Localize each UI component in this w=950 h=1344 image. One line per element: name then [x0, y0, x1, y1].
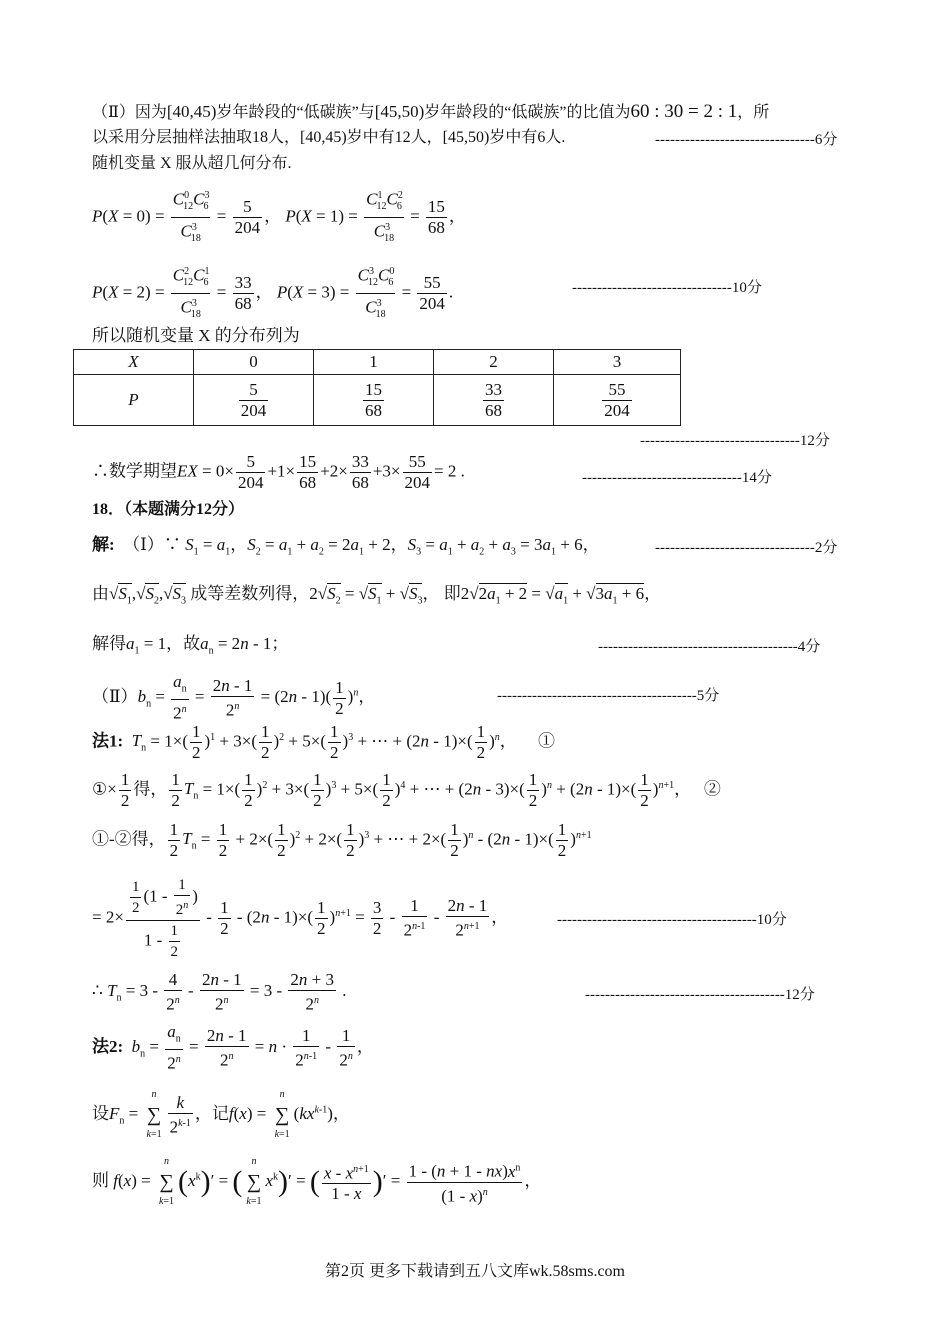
circle-label: ①: [538, 731, 556, 751]
numerator: 55: [602, 380, 632, 401]
text: ，所: [737, 104, 770, 121]
score-4: ----------------------------------------4分: [598, 639, 821, 655]
table-cell: [434, 375, 554, 426]
q18-then: 则 f(x) = n ∑ k=1 $(x^k)'$ = ( n ∑ k=1 $x^k)'$ = ( $\frac{x - x^{n+1}}{1 - x}$ )′ = $\frac{1 - (n + 1 - nx)x^n}{(1 - x)^n}$ ，: [92, 1156, 542, 1207]
q18-method2: 法2: $b_n$ = $\frac{a_n}{2^n}$ = $\frac{2n - 1}{2^n}$ = n · $\frac{1}{2^{n-1}}$ - $\frac{1}{2^n}$ ，: [92, 1022, 374, 1074]
denominator: 68: [485, 400, 502, 420]
numerator: 5: [239, 380, 269, 401]
denominator: 204: [240, 400, 267, 420]
score-5: ----------------------------------------5分: [497, 688, 720, 704]
text: 成等差数列得，: [190, 584, 310, 603]
q18-let: 设$F_n$ = n ∑ k=1 $\frac{k}{2^{k-1}}$ ，记f(x) = n ∑ k=1 $(kx^{k-1})$，: [92, 1089, 350, 1140]
score-12: --------------------------------12分: [640, 433, 830, 449]
page-footer: 第2页 更多下载请到五八文库wk.58sms.com: [324, 1263, 625, 1280]
table-row: [74, 350, 681, 375]
score-6: --------------------------------6分: [655, 132, 838, 148]
q18-header: 18．（本题满分12分）: [92, 501, 245, 518]
expectation-line: ∴数学期望EX = 0× $\frac{5}{204}$ +1× $\frac{15}{68}$ +2× $\frac{33}{68}$ +3× $\frac{55}{204}$ = 2 .: [92, 452, 465, 492]
text: 以采用分层抽样法抽取18人，[40,45)岁中有12人，[45,50)岁中有6人.: [92, 129, 566, 146]
range: [45,50): [374, 102, 425, 121]
text: 解得: [92, 634, 126, 653]
circle-label: ①: [92, 779, 108, 799]
solution-label: 解:: [92, 535, 115, 554]
ratio: 60 : 30 = 2 : 1: [630, 101, 738, 122]
text: （Ⅱ）因为: [92, 104, 167, 121]
circle-label: ②: [114, 829, 132, 849]
line-sampling: [92, 128, 565, 148]
circle-label: ①: [92, 829, 109, 849]
table-cell: [194, 375, 314, 426]
table-row: [74, 375, 681, 426]
text: 设: [92, 1103, 109, 1123]
circle-label: ②: [703, 779, 721, 799]
q18-method1-eq2: ①× $\frac{1}{2}$ 得， $\frac{1}{2}$ $T_n = 1\times$( $\frac{1}{2}$ )$^2$ + 3×( $\frac{1}{2}$ )$^3$ + 5×( $\frac{1}{2}$ )$^4$ + ⋯ + (2n - 3)×( $\frac{1}{2}$ )$^n$ + (2n - 1)×( $\frac{1}{2}$ )$^{n+1}$， ②: [92, 770, 721, 810]
text: 岁年龄段的“低碳族”的比值为: [424, 104, 631, 121]
denominator: 204: [604, 400, 630, 420]
text: ，故: [166, 634, 201, 653]
line-ratio: [92, 102, 769, 123]
denominator: 68: [365, 400, 382, 420]
text: 由: [92, 584, 109, 603]
q18-method1-result: ∴ $T_n = 3$ - $\frac{4}{2^n}$ - $\frac{2n - 1}{2^n}$ = 3 - $\frac{2n + 3}{2^n}$ .: [92, 970, 347, 1014]
score-10b: ----------------------------------------10分: [557, 912, 787, 928]
score-10: --------------------------------10分: [572, 280, 762, 296]
q18-method1-eq4: = 2× $\frac{1}{2}$ (1 - $\frac{1}{2^n}$ ) 1 - $\frac{1}{2}$ - $\frac{1}{2}$ - (2n - 1)×( $\frac{1}{2}$ )$^{n+1}$ = $\frac{3}{2}$ - $\frac{1}{2^{n-1}}$ - $\frac{2n - 1}{2^{n+1}}$ ，: [92, 877, 509, 960]
text: 随机变量 X 服从超几何分布.: [92, 155, 292, 172]
method-label: 法1:: [92, 731, 124, 751]
numerator: 15: [365, 379, 382, 399]
table-header-p: P: [74, 375, 194, 426]
table-cell: 2: [434, 350, 554, 375]
prob-row-2: P(X = 2) = $\frac{C^2_{12}C^1_6}{C^3_{18}}$ = $\frac{33}{68}$ ， P(X = 3) = $\frac{C^3_{12}C^0_6}{C^3_{18}}$ = $\frac{55}{204}$ .: [92, 262, 453, 325]
line-hypergeo: [92, 154, 292, 174]
table-cell: 1: [314, 350, 434, 375]
q18-part2: $(Ⅱ)b_n$ = $\frac{a_n}{2^n}$ = $\frac{2n - 1}{2^n}$ = (2n - 1)( $\frac{1}{2}$ )$^n$，: [92, 672, 376, 724]
table-header-x: X: [74, 350, 194, 375]
table-cell: [554, 375, 681, 426]
text: 得，: [133, 779, 168, 799]
text: 得，: [131, 829, 166, 849]
table-cell: 0: [194, 350, 314, 375]
q18-solve: 解得$a_1 = 1$，故$a_n = 2n - 1$；: [92, 634, 289, 657]
prob-row-1: P(X = 0) = $\frac{C^0_{12}C^3_6}{C^3_{18}}$ = $\frac{5}{204}$ ， P(X = 1) = $\frac{C^1_{12}C^2_6}{C^3_{18}}$ = $\frac{15}{68}$ ，: [92, 186, 466, 249]
numerator: 33: [485, 379, 502, 399]
table-cell: 3: [554, 350, 681, 375]
text: 岁年龄段的“低碳族”与: [216, 104, 375, 121]
q18-method1-eq1: 法1: $T_n = 1\times$( $\frac{1}{2}$ )$^1$ + 3×( $\frac{1}{2}$ )$^2$ + 5×( $\frac{1}{2}$ )$^3$ + ⋯ + (2n - 1)×( $\frac{1}{2}$ )$^n$， ①: [92, 722, 556, 762]
text: ，记: [194, 1103, 229, 1123]
q18-part1: 解: （Ⅰ）∵ $S_1 = a_1$，$S_2 = a_1 + a_2 = 2a_1 + 2$，$S_3 = a_1 + a_2 + a_3 = 3a_1 + 6$，: [92, 535, 600, 558]
q18-method1-eq3: ①-②得， $\frac{1}{2}$ $T_n$ = $\frac{1}{2}$ + 2×( $\frac{1}{2}$ )$^2$ + 2×( $\frac{1}{2}$ )$^3$ + ⋯ + 2×( $\frac{1}{2}$ )$^n$ - (2n - 1)×( $\frac{1}{2}$ )$^{n+1}$: [92, 820, 592, 860]
table-cell: [314, 375, 434, 426]
range: [40,45): [166, 102, 217, 121]
text: ∴数学期望: [92, 461, 177, 481]
distribution-table: [73, 349, 681, 426]
score-2: --------------------------------2分: [655, 540, 838, 556]
q18-arith: 由$√S_1,√S_2,√S_3$ 成等差数列得，$2√S_2 = √S_1 + √S_3$， 即$2√2a_1 + 2 = √a_1 + √3a_1 + 6$，: [92, 584, 662, 607]
part-label: （Ⅰ）: [123, 535, 164, 554]
text: 则: [92, 1170, 109, 1190]
method-label: 法2:: [92, 1036, 124, 1056]
text: 即: [443, 584, 461, 603]
score-12b: ----------------------------------------12分: [585, 987, 815, 1003]
table-intro: 所以随机变量 X 的分布列为: [92, 326, 300, 345]
score-14: --------------------------------14分: [582, 470, 772, 486]
part-label: （Ⅱ）: [92, 686, 138, 706]
